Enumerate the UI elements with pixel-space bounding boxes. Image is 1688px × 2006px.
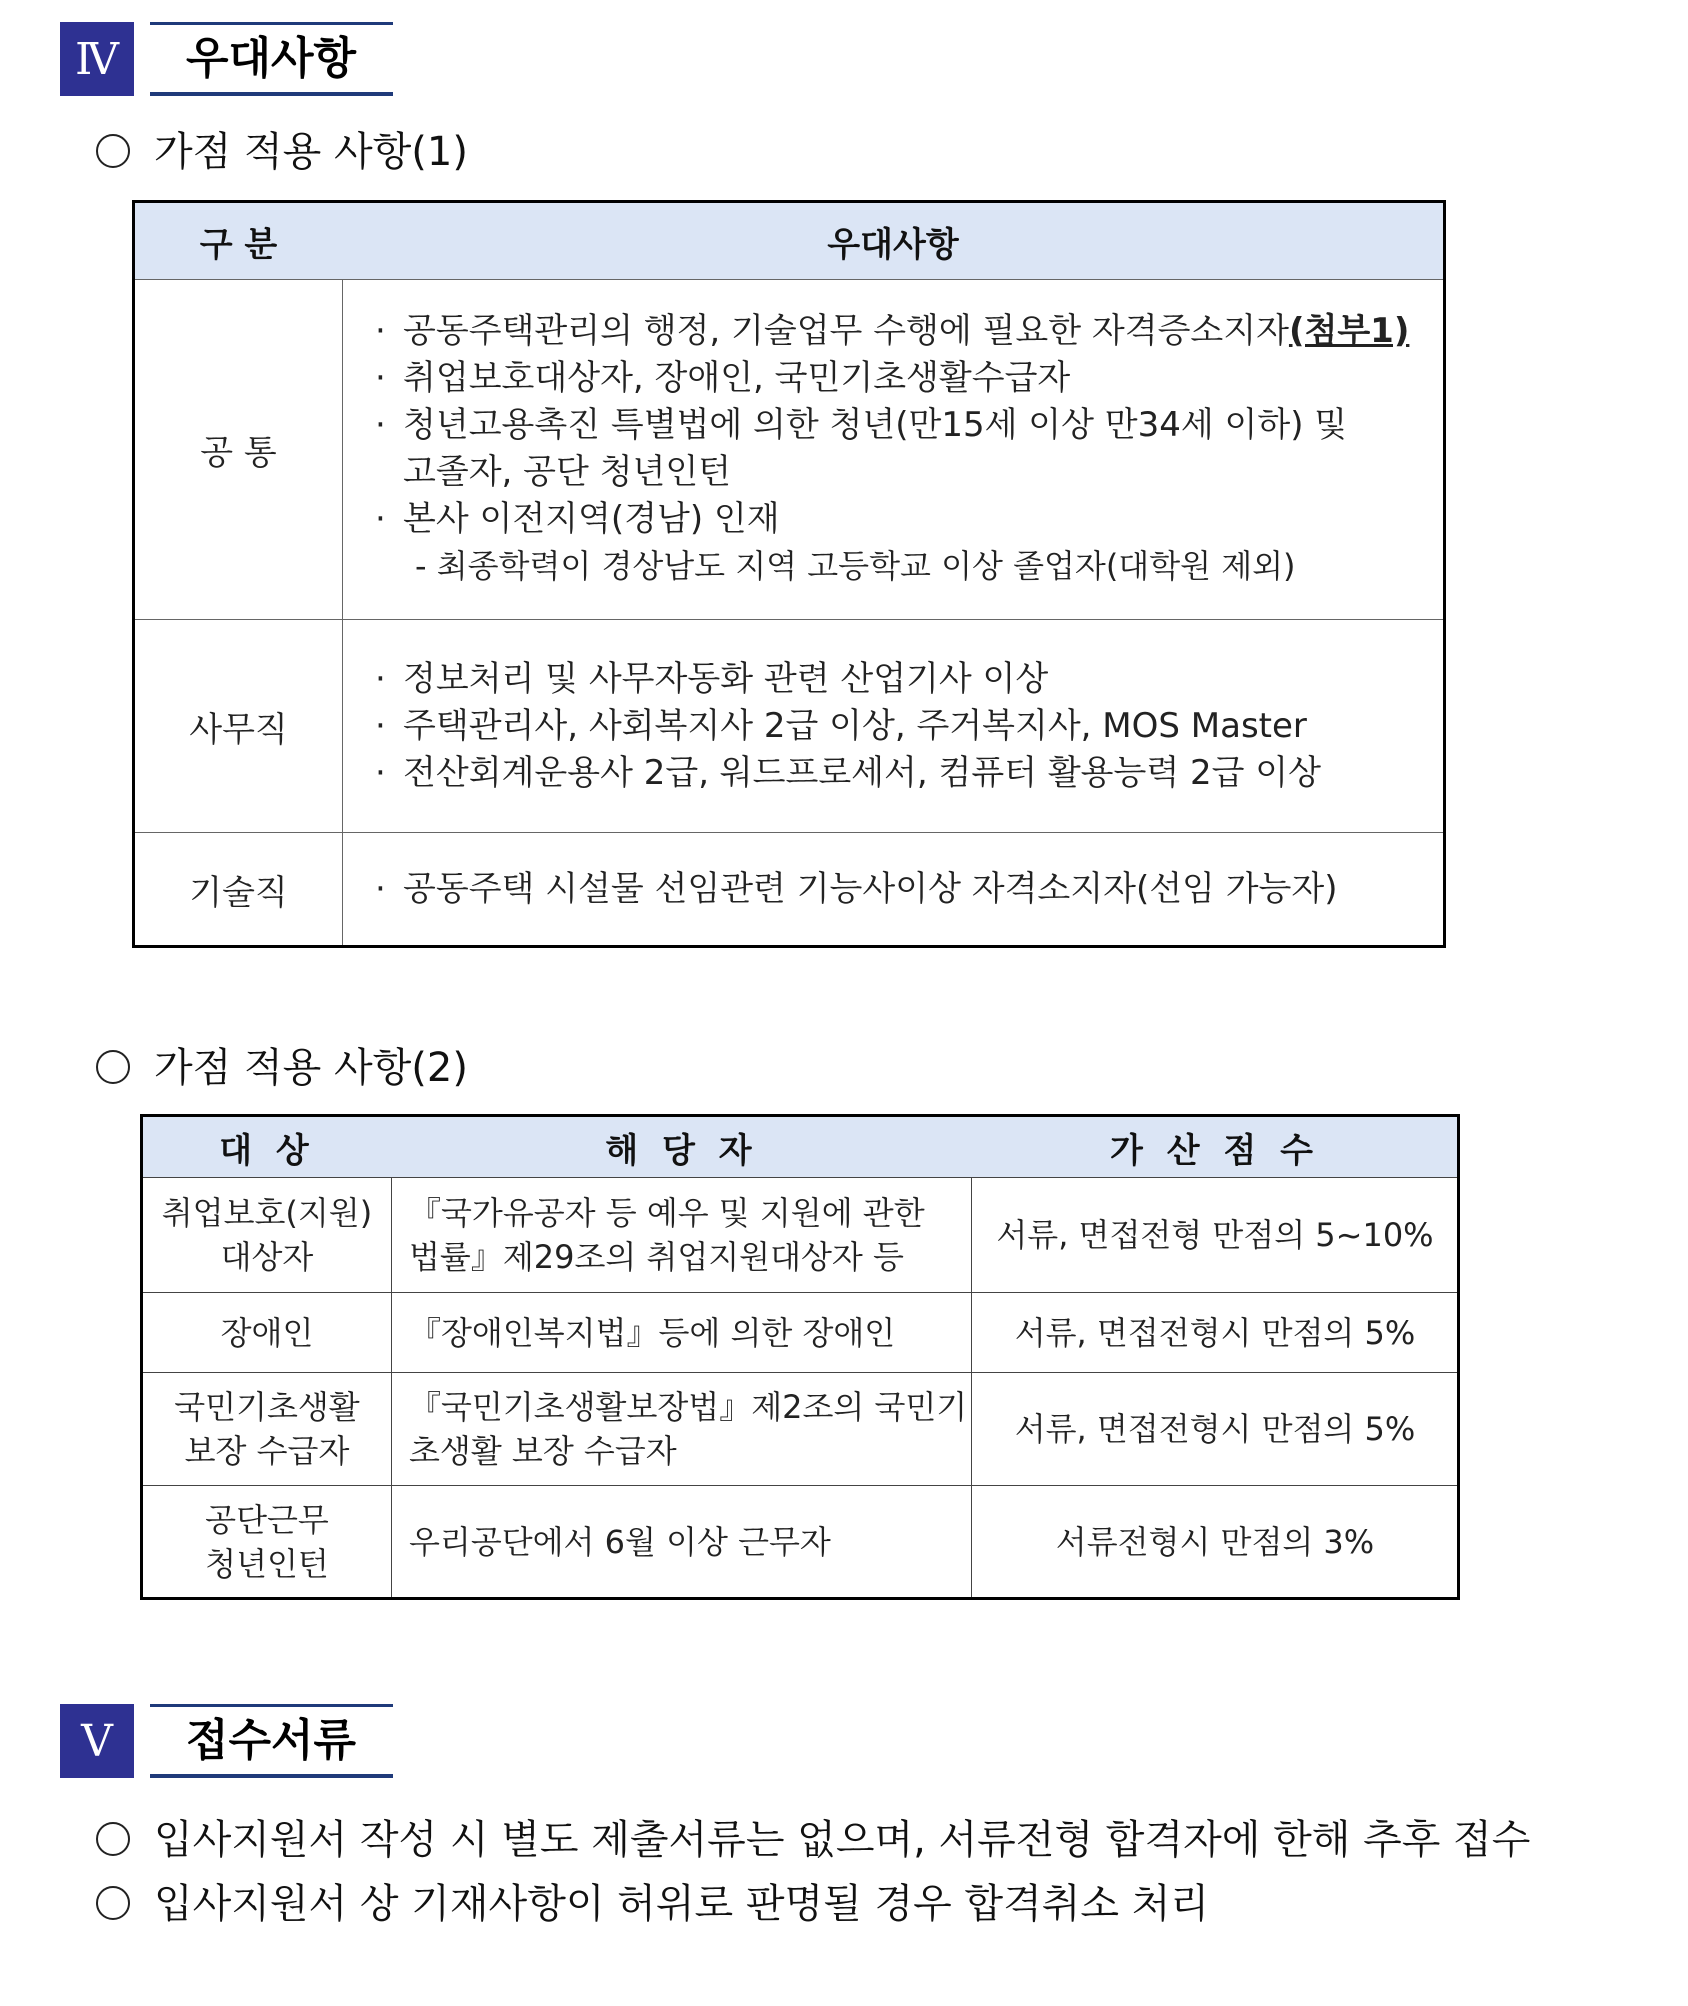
circle-bullet-icon (96, 134, 130, 168)
list-item: · 주택관리사, 사회복지사 2급 이상, 주거복지사, MOS Master (375, 705, 1307, 746)
section-title: 우대사항 (186, 33, 357, 84)
header-preference: 우대사항 (827, 224, 959, 265)
list-item: · 취업보호대상자, 장애인, 국민기초생활수급자 (375, 358, 1071, 398)
table-row (143, 1373, 1457, 1486)
table-row (135, 833, 1443, 945)
section-number-badge: Ⅳ (60, 22, 134, 96)
section-title-frame (150, 1704, 393, 1778)
list-item: · 정보처리 및 사무자동화 관련 산업기사 이상 (375, 658, 1049, 699)
row-category: 공 통 (200, 432, 277, 473)
row-category: 기술직 (189, 872, 288, 913)
header-eligible: 해 당 자 (605, 1130, 758, 1171)
header-target: 대 상 (219, 1130, 315, 1171)
cell-target: 취업보호(지원) 대상자 (161, 1194, 373, 1276)
section-number-badge: Ⅴ (60, 1704, 134, 1778)
bonus-points-table (140, 1114, 1460, 1600)
circle-bullet-icon (96, 1886, 130, 1920)
list-item: · 공동주택관리의 행정, 기술업무 수행에 필요한 자격증소지자(첨부1) (375, 311, 1410, 351)
bonus2-heading (96, 1036, 468, 1093)
attachment-ref: (첨부1) (1288, 311, 1410, 351)
table-row (135, 279, 1443, 620)
cell-points: 서류, 면접전형시 만점의 5% (1014, 1313, 1416, 1352)
section-title-frame (150, 22, 393, 96)
preference-table (132, 200, 1446, 948)
circle-bullet-icon (96, 1050, 130, 1084)
cell-eligible: 『국민기초생활보장법』제2조의 국민기 초생활 보장 수급자 (409, 1388, 968, 1470)
list-item: · 청년고용촉진 특별법에 의한 청년(만15세 이상 만34세 이하) 및 (375, 405, 1348, 445)
list-item: · 전산회계운용사 2급, 워드프로세서, 컴퓨터 활용능력 2급 이상 (375, 752, 1321, 793)
bonus1-heading (96, 120, 468, 177)
bonus2-heading-text: 가점 적용 사항(2) (154, 1045, 468, 1091)
cell-eligible: 『장애인복지법』등에 의한 장애인 (409, 1313, 896, 1352)
list-subitem: - 최종학력이 경상남도 지역 고등학교 이상 졸업자(대학원 제외) (415, 547, 1296, 585)
cell-points: 서류전형시 만점의 3% (1055, 1522, 1375, 1561)
list-item: · 본사 이전지역(경남) 인재 (375, 499, 780, 539)
table-row (143, 1486, 1457, 1597)
header-points: 가 산 점 수 (1110, 1130, 1319, 1171)
bonus1-heading-text: 가점 적용 사항(1) (154, 129, 468, 175)
row-items (375, 279, 1440, 619)
submission-note-text: 입사지원서 상 기재사항이 허위로 판명될 경우 합격취소 처리 (154, 1881, 1210, 1927)
preference-table-header (135, 203, 1443, 280)
submission-note (96, 1872, 1209, 1929)
table-row (143, 1178, 1457, 1293)
table-row (135, 620, 1443, 833)
list-item: 고졸자, 공단 청년인턴 (403, 452, 732, 492)
circle-bullet-icon (96, 1822, 130, 1856)
submission-note (96, 1808, 1530, 1865)
list-item: · 공동주택 시설물 선임관련 기능사이상 자격소지자(선임 가능자) (375, 868, 1338, 909)
row-items (375, 620, 1440, 832)
cell-target: 장애인 (220, 1313, 314, 1352)
cell-eligible: 『국가유공자 등 예우 및 지원에 관한 법률』제29조의 취업지원대상자 등 (409, 1194, 925, 1276)
header-category: 구 분 (199, 224, 278, 265)
cell-points: 서류, 면접전형시 만점의 5% (1014, 1410, 1416, 1448)
submission-note-text: 입사지원서 작성 시 별도 제출서류는 없으며, 서류전형 합격자에 한해 추후 접수 (154, 1817, 1531, 1863)
row-items (375, 833, 1440, 945)
cell-target: 국민기초생활 보장 수급자 (174, 1388, 360, 1470)
cell-points: 서류, 면접전형 만점의 5~10% (996, 1216, 1434, 1254)
bonus-table-header (143, 1117, 1457, 1178)
section-title: 접수서류 (186, 1715, 357, 1766)
cell-eligible: 우리공단에서 6월 이상 근무자 (409, 1522, 831, 1561)
row-category: 사무직 (189, 709, 288, 750)
table-row (143, 1293, 1457, 1373)
cell-target: 공단근무 청년인턴 (205, 1500, 329, 1583)
